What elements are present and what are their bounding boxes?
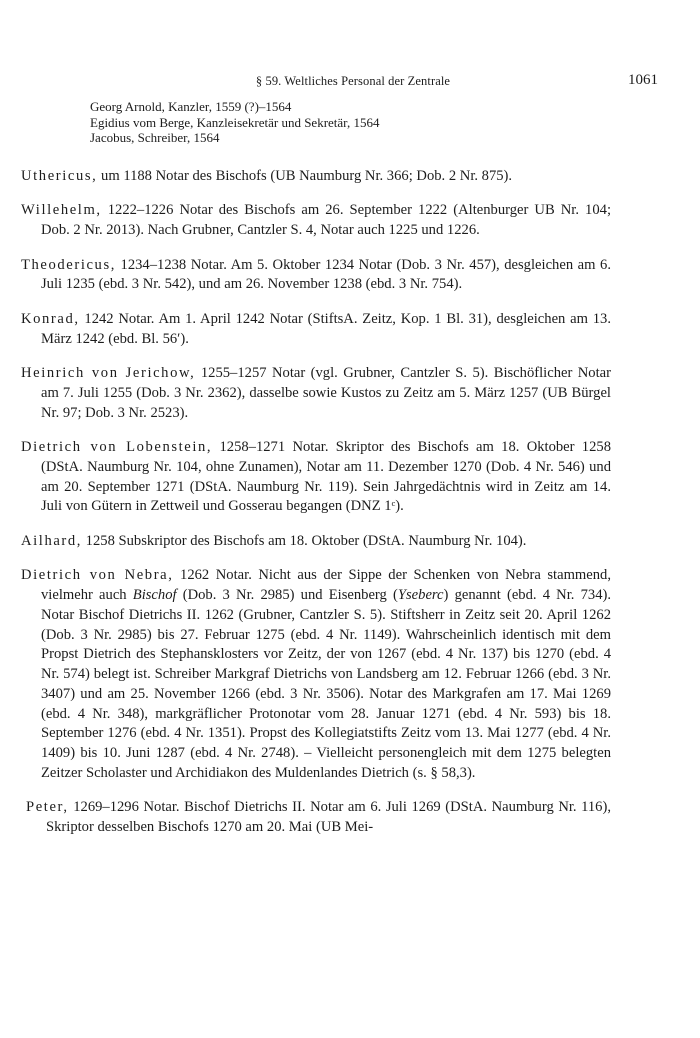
entry-text-part: ) genannt (ebd. 4 Nr. 734). Notar Bischof Dietrichs II. 1262 (Grubner, Cantzler S. 5). Stiftsherr in Zeitz seit 20. April 1262 (Dob. 3 Nr. 2985) bis 27. Februar 1275 (ebd. 4 Nr. 1149). Wahrscheinlich identisch mit dem Propst Dietrich des Stephansklosters vor Zeitz, der von 1267 (ebd. 4 Nr. 137) bis 1270 (ebd. 4 Nr. 574) belegt ist. Schreiber Markgraf Dietrichs von Landsberg am 12. Februar 1266 (ebd. 3 Nr. 3407) und am 25. November 1266 (ebd. 3 Nr. 3506). Notar des Markgrafen am 17. Mai 1269 (ebd. 4 Nr. 348), markgräflicher Protonotar vom 28. Januar 1271 (ebd. 4 Nr. 593) bis 18. September 1276 (ebd. 4 Nr. 1351). Propst des Kollegiatstifts Zeitz vom 13. Mai 1277 (ebd. 4 Nr. 1409) bis 10. Juni 1287 (ebd. 4 Nr. 2748). – Vielleicht personengleich mit dem 1275 belegten Zeitzer Scholaster und Archidiakon des Muldenlandes Dietrich (s. § 58,3). — [41, 586, 612, 782]
notary-entries — [21, 167, 611, 842]
officials-list — [90, 99, 650, 146]
entry-name: Willehelm, — [21, 202, 102, 219]
running-head — [48, 72, 658, 92]
entry-text: 1258–1271 Notar. Skriptor des Bischofs am 18. Oktober 1258 (DStA. Naumburg Nr. 104, ohne Zunamen), Notar am 11. Dezember 1270 (Dob. 4 Nr. 546) und am 20. September 1271 (DStA. Naumburg Nr. 119). Sein Jahrgedächtnis wird in Zeitz am 14. Juli von Gütern in Zettweil und Gosserau begangen (DNZ 1ᶜ). — [41, 438, 611, 515]
italic-term: Yseberc — [397, 586, 444, 603]
entry-name: Uthericus, — [21, 168, 98, 184]
entry-name: Theodericus, — [21, 256, 116, 273]
entry-text-part: 1262 Notar. Nicht aus der Sippe der Schenken von Nebra stammend, vielmehr auch — [41, 567, 611, 603]
entry-peter — [26, 798, 611, 838]
official-entry: Egidius vom Berge, Kanzleisekretär und Sekretär, 1564 — [90, 114, 380, 130]
entry-dietrich-von-nebra — [21, 566, 611, 784]
entry-text: 1234–1238 Notar. Am 5. Oktober 1234 Notar (Dob. 3 Nr. 457), desgleichen am 6. Juli 1235 (ebd. 3 Nr. 542), und am 26. November 1238 (ebd. 3 Nr. 754). — [41, 256, 611, 293]
section-title: § 59. Weltliches Personal der Zentrale — [255, 74, 451, 88]
entry-name: Peter, — [26, 799, 69, 816]
entry-konrad — [21, 310, 611, 350]
entry-name: Dietrich von Lobenstein, — [21, 438, 213, 455]
official-entry: Georg Arnold, Kanzler, 1559 (?)–1564 — [90, 99, 292, 114]
entry-text-part: (Dob. 3 Nr. 2985) und Eisenberg ( — [176, 586, 398, 603]
entry-name: Heinrich von Jerichow, — [21, 364, 196, 381]
entry-willehelm — [21, 201, 611, 241]
entry-theodericus — [21, 256, 611, 296]
entry-text: 1269–1296 Notar. Bischof Dietrichs II. Notar am 6. Juli 1269 (DStA. Naumburg Nr. 116), Skriptor desselben Bischofs 1270 am 20. Mai (UB Mei- — [46, 799, 611, 836]
entry-name: Konrad, — [21, 310, 80, 327]
entry-heinrich-von-jerichow — [21, 364, 611, 423]
entry-name: Ailhard, — [21, 532, 83, 549]
official-entry: Jacobus, Schreiber, 1564 — [90, 130, 220, 145]
italic-term: Bischof — [132, 586, 177, 603]
entry-ailhard — [21, 532, 611, 552]
entry-text: 1255–1257 Notar (vgl. Grubner, Cantzler S. 5). Bischöflicher Notar am 7. Juli 1255 (Dob. 3 Nr. 2362), dasselbe sowie Kustos zu Zeitz am 5. März 1257 (UB Bürgel Nr. 97; Dob. 3 Nr. 2523). — [41, 364, 612, 421]
entry-text: 1242 Notar. Am 1. April 1242 Notar (StiftsA. Zeitz, Kop. 1 Bl. 31), desgleichen am 13. März 1242 (ebd. Bl. 56′). — [41, 310, 611, 347]
entry-text: 1258 Subskriptor des Bischofs am 18. Oktober (DStA. Naumburg Nr. 104). — [82, 532, 527, 549]
page-number: 1061 — [628, 72, 658, 88]
entry-text: 1222–1226 Notar des Bischofs am 26. September 1222 (Altenburger UB Nr. 104; Dob. 2 Nr. 2013). Nach Grubner, Cantzler S. 4, Notar auch 1225 und 1226. — [41, 202, 611, 239]
entry-text: um 1188 Notar des Bischofs (UB Naumburg Nr. 366; Dob. 2 Nr. 875). — [97, 168, 513, 184]
entry-dietrich-von-lobenstein — [21, 438, 611, 517]
entry-name: Dietrich von Nebra, — [21, 567, 174, 584]
entry-uthericus — [21, 167, 611, 187]
